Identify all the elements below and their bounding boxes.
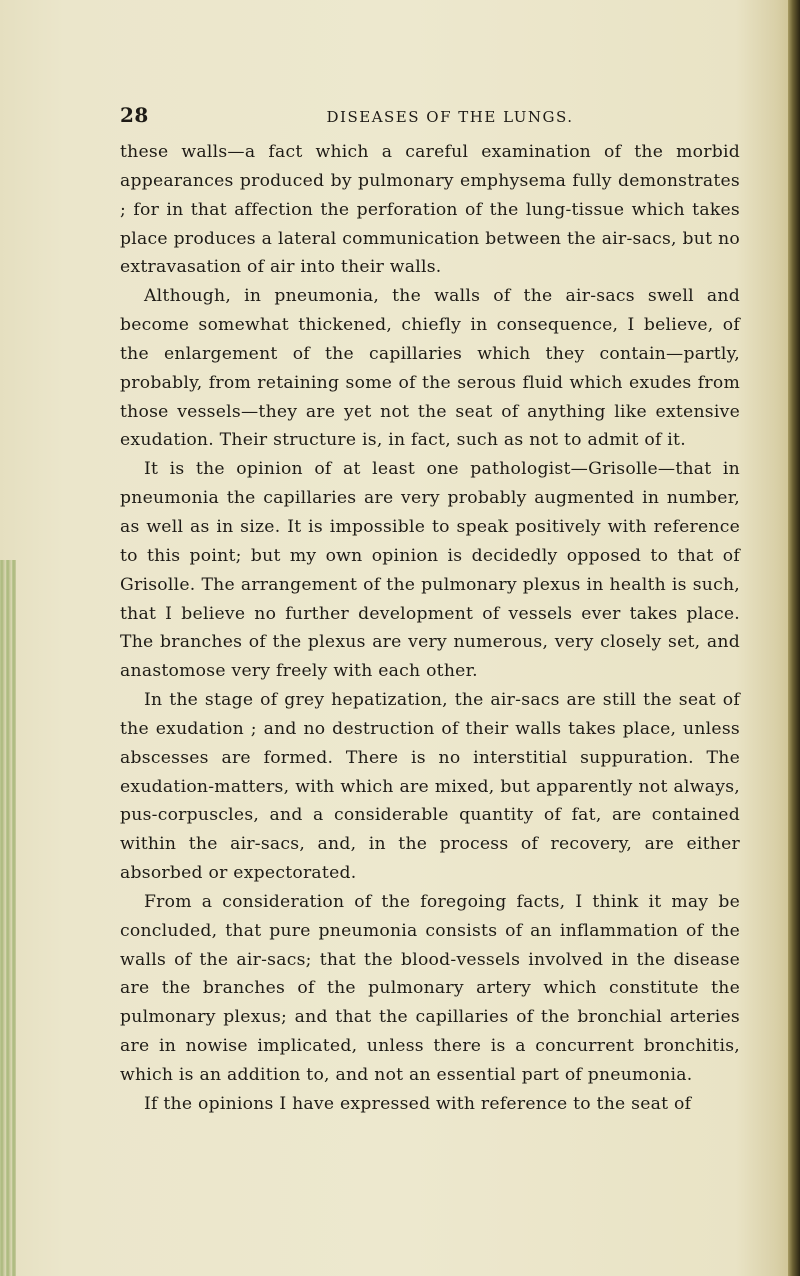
paragraph-grey-hepatization: In the stage of grey hepatization, the air-sacs are still the seat of the exudation ; and no destruction of their walls takes place, unless abscesses are formed. There is no interstitial suppuration. The exudation-matters, with which are mixed, but apparently not always, pus-corpuscles, and a considerable quantity of fat, are contained within the air-sacs, and, in the process of recovery, are either absorbed or expectorated. bbox=[120, 690, 740, 884]
paragraph-conclusion: From a consideration of the foregoing facts, I think it may be concluded, that pure pneumonia consists of an inflammation of the walls of the air-sacs; that the blood-vessels involved in the disease are the branches of the pulmonary artery which constitute the pulmonary plexus; and that the capillaries of the bronchial arteries are in nowise implicated, unless there is a concurrent bronchitis, which is an addition to, and not an essential part of pneumonia. bbox=[120, 891, 740, 1085]
page-number: 28 bbox=[120, 103, 149, 127]
paragraph-continued: these walls—a fact which a careful examination of the morbid appearances produced by pulmonary emphysema fully demonstrates ; for in that affection the perforation of the lung-tissue which takes place produces a lateral communication between the air-sacs, but no extravasation of air into their walls. bbox=[120, 142, 740, 278]
paragraph-final-line: If the opinions I have expressed with reference to the seat of bbox=[144, 1093, 692, 1114]
paragraph-alveolar-walls: Although, in pneumonia, the walls of the air-sacs swell and become somewhat thickened, chiefly in consequence, I believe, of the enlargement of the capillaries which they contain—partly, probably, from retaining some of the serous fluid which exudes from those vessels—they are yet not the seat of anything like extensive exudation. Their structure is, in fact, such as not to admit of it. bbox=[120, 286, 740, 451]
page-header bbox=[120, 103, 780, 135]
running-head: DISEASES OF THE LUNGS. bbox=[326, 108, 574, 126]
body-text bbox=[120, 138, 740, 1119]
page-left-edge bbox=[0, 560, 16, 1276]
book-binding-edge bbox=[788, 0, 800, 1276]
paragraph-grisolle: It is the opinion of at least one pathologist—Grisolle—that in pneumonia the capillaries are very probably augmented in number, as well as in size. It is impossible to speak positively with reference to this point; but my own opinion is decidedly opposed to that of Grisolle. The arrangement of the pulmonary plexus in health is such, that I believe no further development of vessels ever takes place. The branches of the plexus are very numerous, very closely set, and anastomose very freely with each other. bbox=[120, 459, 740, 682]
